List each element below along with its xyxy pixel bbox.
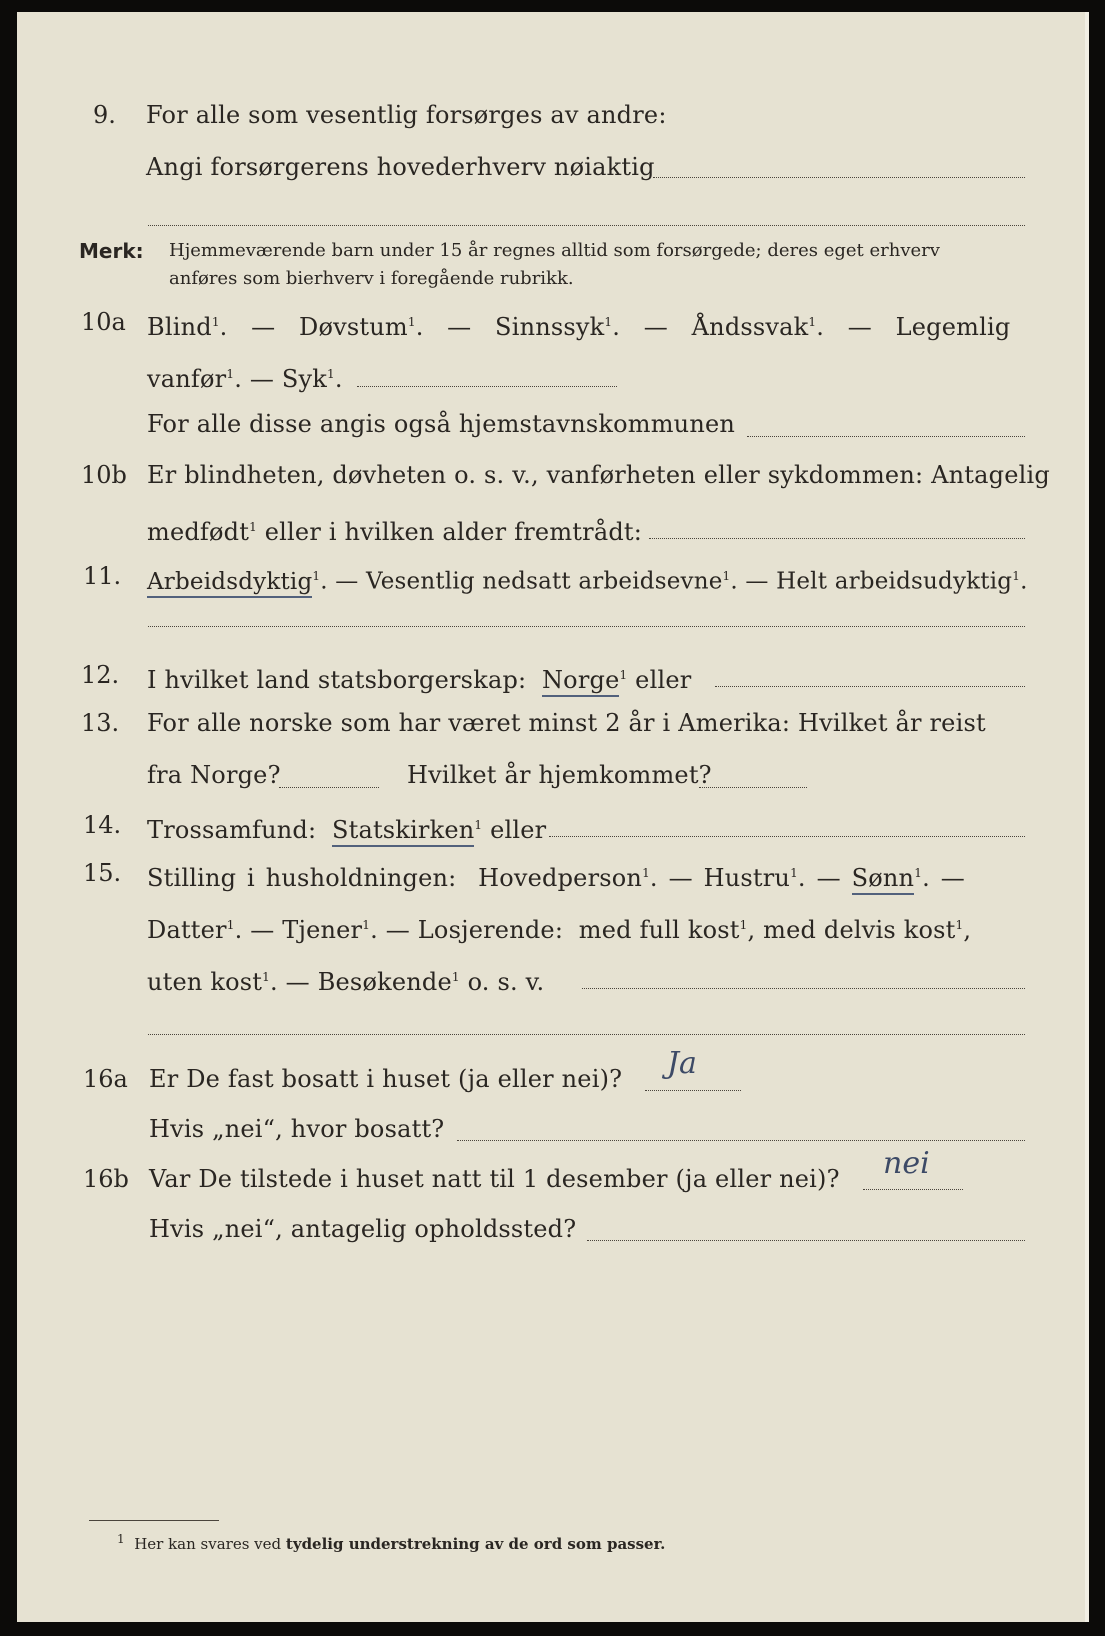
q15-losjerende: Losjerende: (417, 916, 564, 944)
q10a-line1: Blind$^1$. — Døvstum$^1$. — Sinnssyk$^1$. — Åndssvak$^1$. — Legemlig (147, 313, 1011, 341)
q16b-handwritten-answer: nei (883, 1146, 930, 1181)
option-andssvak[interactable]: Åndssvak (691, 313, 809, 341)
option-syk[interactable]: Syk (281, 365, 328, 393)
q16a-answer-line[interactable] (645, 1090, 741, 1091)
option-nedsatt[interactable]: — Vesentlig nedsatt arbeidsevne (335, 568, 723, 595)
q12-line: I hvilket land statsborgerskap: Norge$^1$ eller (147, 660, 691, 695)
q13-number: 13. (81, 709, 120, 737)
q10a-number: 10a (81, 308, 126, 336)
q16a-line2: Hvis „nei“, hvor bosatt? (149, 1115, 445, 1143)
q11-answer-line[interactable] (148, 626, 1025, 627)
q16a-handwritten-answer: Ja (667, 1046, 697, 1081)
option-besokende[interactable]: Besøkende (317, 968, 452, 996)
option-uten[interactable]: uten kost (147, 968, 263, 996)
q10b-line2: medfødt$^1$ eller i hvilken alder fremtrådt: (147, 518, 643, 546)
merk-label: Merk: (79, 239, 144, 263)
q15-line2: Datter$^1$. — Tjener$^1$. — Losjerende: med full kost$^1$, med delvis kost$^1$, (147, 916, 972, 944)
option-hustru[interactable]: Hustru (703, 864, 791, 892)
q16b-line2: Hvis „nei“, antagelig opholdssted? (149, 1215, 577, 1243)
q16b-opholdssted-line[interactable] (587, 1240, 1025, 1241)
option-delvis[interactable]: med delvis kost (763, 916, 956, 944)
q13-line2a: fra Norge? (147, 761, 281, 789)
q16a-bosatt-line[interactable] (457, 1140, 1025, 1141)
q15-number: 15. (83, 859, 122, 887)
census-form-page (17, 12, 1089, 1622)
option-arbeidsdyktig[interactable]: Arbeidsdyktig (147, 569, 312, 598)
option-statskirken[interactable]: Statskirken (332, 816, 474, 847)
q10b-line2-rest: eller i hvilken alder fremtrådt: (264, 518, 643, 546)
q10a-hjemstavn-line[interactable] (747, 436, 1025, 437)
q14-text: Trossamfund: (147, 816, 317, 844)
option-datter[interactable]: Datter (147, 916, 227, 944)
q16a-number: 16a (83, 1065, 128, 1093)
q9-line2-text: Angi forsørgerens hovederhverv nøiaktig (146, 153, 655, 181)
q9-number: 9. (93, 101, 116, 129)
q15-line3: uten kost$^1$. — Besøkende$^1$ o. s. v. (147, 968, 545, 996)
option-legemlig[interactable]: Legemlig (895, 313, 1011, 341)
q16b-number: 16b (83, 1165, 129, 1193)
merk-line2: anføres som bierhverv i foregående rubrikk. (169, 268, 574, 289)
option-sinnssyk[interactable]: Sinnssyk (495, 313, 605, 341)
option-hovedperson[interactable]: Hovedperson (478, 864, 643, 892)
q13-line2b: Hvilket år hjemkommet? (407, 761, 712, 789)
q15-osv: o. s. v. (467, 968, 545, 996)
option-medfodt[interactable]: medfødt (147, 518, 250, 546)
q12-answer-line[interactable] (715, 686, 1025, 687)
q14-eller: eller (490, 816, 547, 844)
q14-number: 14. (83, 811, 122, 839)
q10a-answer-line[interactable] (357, 386, 617, 387)
option-tjener[interactable]: Tjener (282, 916, 363, 944)
merk-note (79, 237, 144, 267)
option-sonn[interactable]: Sønn (852, 864, 915, 895)
footnote-bold: tydelig understrekning av de ord som passer. (285, 1535, 666, 1553)
q10b-number: 10b (81, 461, 127, 489)
q10a-line3: For alle disse angis også hjemstavnskommunen (147, 410, 736, 438)
footnote-mark: 1 (117, 1532, 125, 1546)
option-norge[interactable]: Norge (542, 666, 620, 697)
q13-line1: For alle norske som har været minst 2 år i Amerika: Hvilket år reist (147, 709, 986, 737)
q11-line: Arbeidsdyktig$^1$. — Vesentlig nedsatt arbeidsevne$^1$. — Helt arbeidsudyktig$^1$. (147, 561, 1028, 597)
q14-answer-line[interactable] (549, 836, 1025, 837)
q9-answer-line[interactable] (653, 177, 1025, 178)
merk-line1: Hjemmeværende barn under 15 år regnes alltid som forsørgede; deres eget erhverv (169, 240, 940, 261)
q9-answer-line-2[interactable] (148, 225, 1025, 226)
q16b-answer-line[interactable] (863, 1189, 963, 1190)
q9-line1: For alle som vesentlig forsørges av andre: (146, 101, 667, 129)
footnote-rule (89, 1520, 219, 1521)
option-fullkost[interactable]: med full kost (578, 916, 740, 944)
q13-reist-line[interactable] (279, 787, 379, 788)
footnote (117, 1532, 665, 1553)
q11-number: 11. (83, 562, 122, 590)
option-udyktig[interactable]: — Helt arbeidsudyktig (745, 568, 1013, 595)
q15-line1: Stilling i husholdningen: Hovedperson$^1$. — Hustru$^1$. — Sønn$^1$. — (147, 858, 965, 893)
q10b-answer-line[interactable] (649, 538, 1025, 539)
q10b-line1: Er blindheten, døvheten o. s. v., vanførheten eller sykdommen: Antagelig (147, 461, 1050, 489)
q9-line2 (146, 152, 655, 182)
q15-answer-line-2[interactable] (148, 1034, 1025, 1035)
q15-answer-line[interactable] (582, 988, 1025, 989)
q15-stilling: Stilling i husholdningen: (147, 864, 457, 892)
q16a-line1: Er De fast bosatt i huset (ja eller nei)? (149, 1065, 623, 1093)
q12-eller: eller (635, 666, 692, 694)
q16b-line1: Var De tilstede i huset natt til 1 desember (ja eller nei)? (149, 1165, 840, 1193)
q13-hjem-line[interactable] (699, 787, 807, 788)
q12-text: I hvilket land statsborgerskap: (147, 666, 527, 694)
q12-number: 12. (81, 661, 120, 689)
option-vanfor[interactable]: vanfør (147, 365, 227, 393)
footnote-text: Her kan svares ved (134, 1535, 282, 1553)
option-dovstum[interactable]: Døvstum (299, 313, 408, 341)
option-blind[interactable]: Blind (147, 313, 212, 341)
q14-line: Trossamfund: Statskirken$^1$ eller (147, 810, 546, 845)
q10a-line2: vanfør$^1$. — Syk$^1$. (147, 365, 343, 393)
